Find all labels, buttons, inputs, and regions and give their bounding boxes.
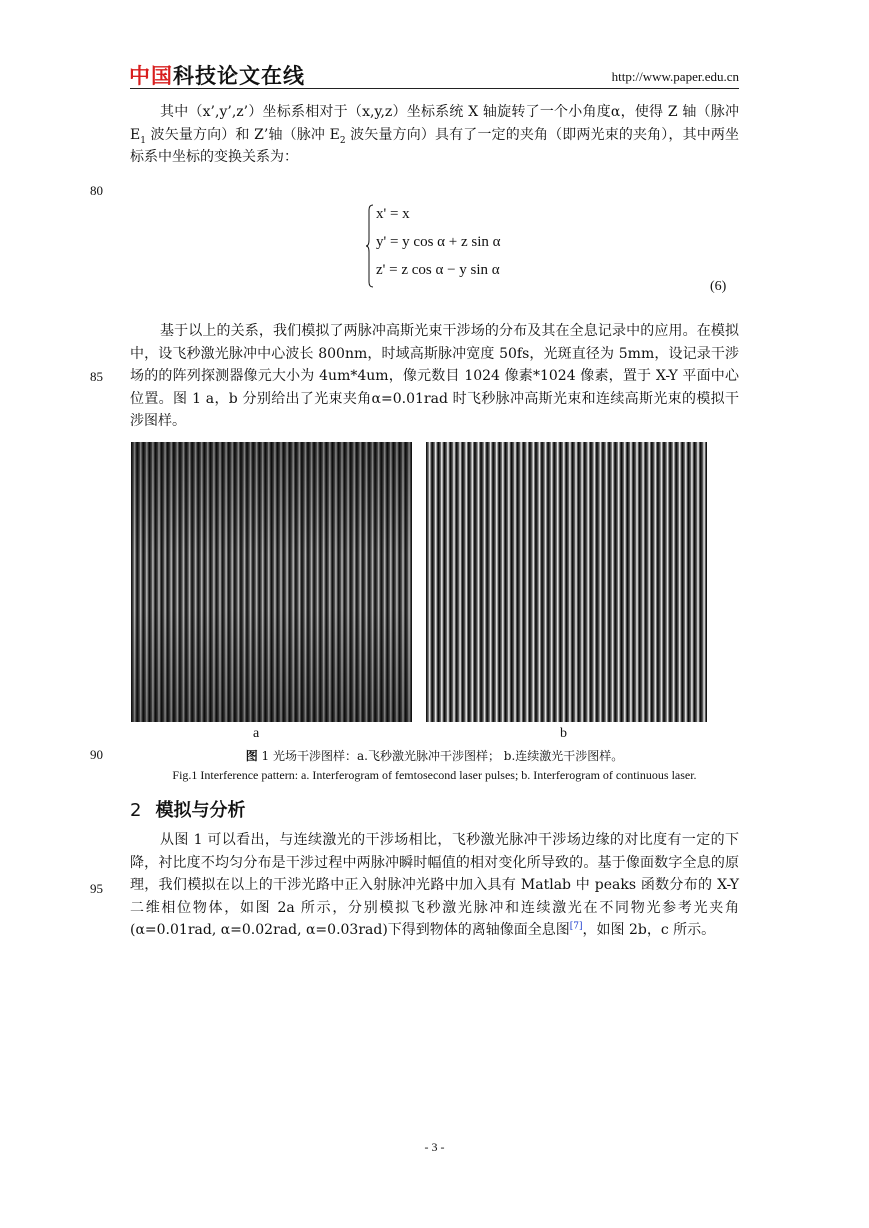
journal-logo <box>129 60 305 90</box>
simulation-text: 基于以上的关系，我们模拟了两脉冲高斯光束干涉场的分布及其在全息记录中的应用。在模拟中，设飞秒激光脉冲中心波长 800nm，时域高斯脉冲宽度 50fs，光斑直径为 5mm，设记录干涉场的的阵列探测器像元大小为 4um*4um，像元数目 1024 像素*1024 像素，置于 X-Y 平面中心位置。图 1 a，b 分别给出了光束夹角α=0.01rad 时飞秒脉冲高斯光束和连续高斯光束的模拟干涉图样。 <box>130 323 739 429</box>
equation-row-x: x' = x <box>376 206 410 222</box>
analysis-tail: ，如图 2b，c 所示。 <box>582 922 716 938</box>
line-number: 80 <box>90 183 103 198</box>
caption-cn-text: 1 光场干涉图样：a.飞秒激光脉冲干涉图样； b.连续激光干涉图样。 <box>257 749 624 763</box>
header-url[interactable]: http://www.paper.edu.cn <box>611 69 739 84</box>
intro-text-2: 波矢量方向）和 Z’轴（脉冲 E <box>145 126 340 143</box>
intro-paragraph <box>130 101 739 169</box>
header-divider <box>130 88 739 89</box>
line-number: 90 <box>90 747 103 762</box>
logo-red-part: 中国 <box>129 64 173 88</box>
interferogram-continuous-image <box>426 442 707 722</box>
logo-black-part: 科技论文在线 <box>173 64 305 88</box>
intro-text-3: 波矢量方向）具有了一定的夹角（即两光束的夹角），其中两坐标系中坐标的变换关系为： <box>130 126 739 165</box>
line-number: 95 <box>90 881 103 896</box>
intro-text-1: 其中（x’,y’,z’）坐标系相对于（x,y,z）坐标系统 X 轴旋转了一个小角度α，使得 Z 轴（脉冲 E <box>130 104 739 143</box>
interferogram-femtosecond-image <box>131 442 412 722</box>
equation-row-y: y' = y cos α + z sin α <box>376 234 501 250</box>
equation-6 <box>366 200 566 292</box>
intro-sub-2: 2 <box>339 135 346 146</box>
section-heading <box>130 796 245 822</box>
figure-caption-cn <box>130 747 739 764</box>
figure-label-a: a <box>253 726 260 741</box>
section-title: 模拟与分析 <box>155 800 246 821</box>
left-brace-icon <box>366 204 374 288</box>
simulation-paragraph <box>130 320 739 433</box>
intro-sub-1: 1 <box>140 135 146 146</box>
figure-label-b: b <box>560 726 567 741</box>
section-number: 2 <box>130 800 142 821</box>
equation-number: (6) <box>710 279 727 294</box>
page-number: - 3 - <box>424 1140 445 1154</box>
line-number: 85 <box>90 369 103 384</box>
caption-fig-word: 图 <box>245 749 258 763</box>
figure-caption-en: Fig.1 Interference pattern: a. Interferogram of femtosecond laser pulses; b. Interferogram of continuous laser. <box>172 768 697 782</box>
equation-row-z: z' = z cos α − y sin α <box>376 262 500 278</box>
analysis-paragraph <box>130 829 739 942</box>
analysis-text: 从图 1 可以看出，与连续激光的干涉场相比，飞秒激光脉冲干涉场边缘的对比度有一定的下降，衬比度不均匀分布是干涉过程中两脉冲瞬时幅值的相对变化所导致的。基于像面数字全息的原理，我们模拟在以上的干涉光路中正入射脉冲光路中加入具有 Matlab 中 peaks 函数分布的 X-Y 二维相位物体，如图 2a 所示，分别模拟飞秒激光脉冲和连续激光在不同物光参考光夹角(α=0.01rad, α=0.02rad, α=0.03rad)下得到物体的离轴像面全息图 <box>130 832 739 938</box>
citation-link[interactable]: [7] <box>569 921 583 932</box>
